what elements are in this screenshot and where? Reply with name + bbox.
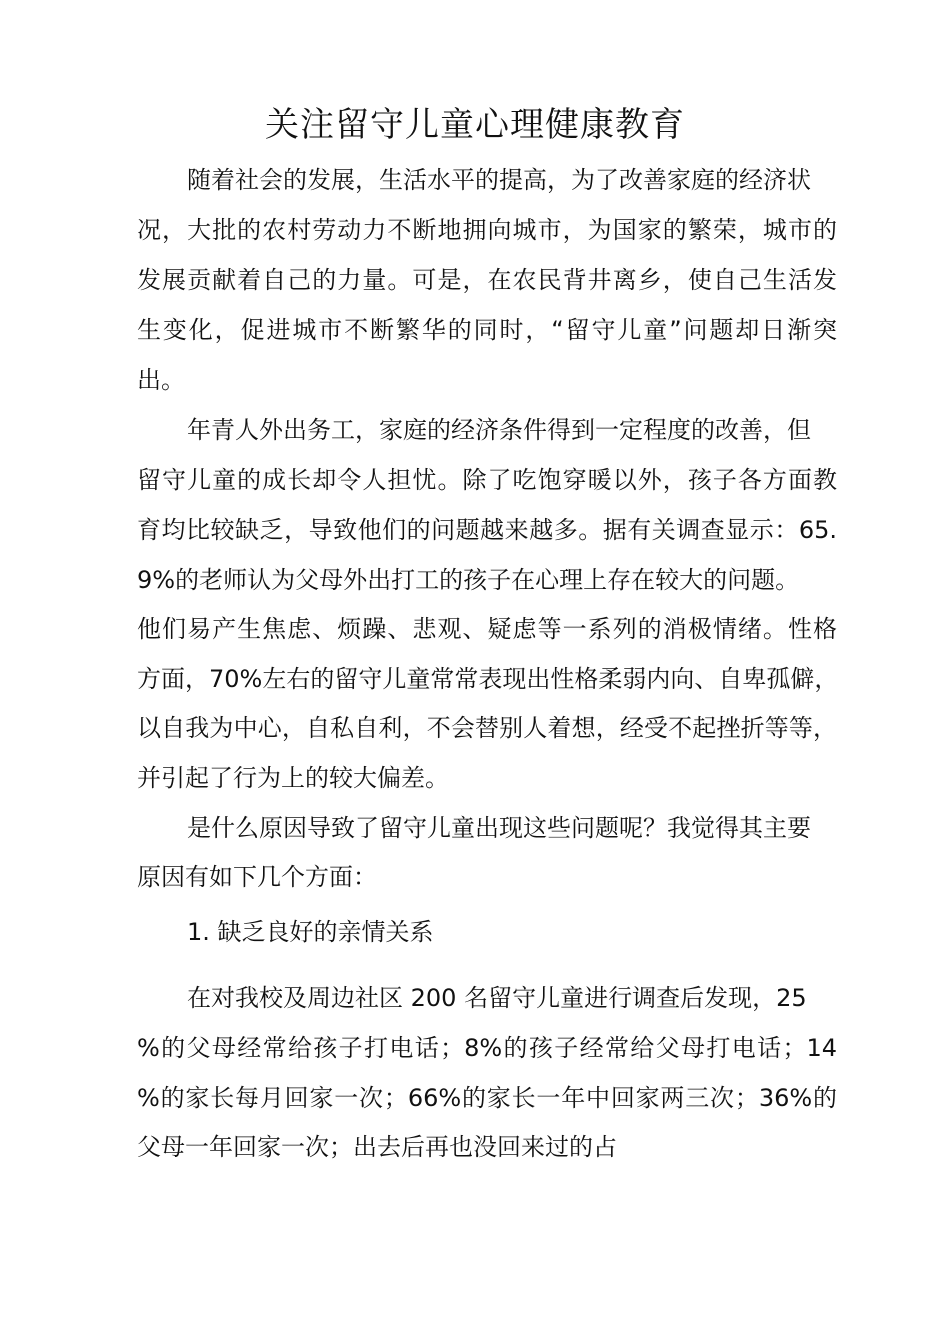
text-line: 并引起了行为上的较大偏差。 — [137, 764, 449, 792]
text-line: 在对我校及周边社区 200 名留守儿童进行调查后发现，25 — [187, 984, 807, 1012]
text-line: 随着社会的发展，生活水平的提高，为了改善家庭的经济状 — [187, 166, 811, 194]
text-line: %的父母经常给孩子打电话；8%的孩子经常给父母打电话；14 — [137, 1034, 837, 1062]
document-title: 关注留守儿童心理健康教育 — [265, 105, 685, 145]
text-line: 原因有如下几个方面： — [137, 863, 377, 891]
text-line: 以自我为中心，自私自利，不会替别人着想，经受不起挫折等等， — [137, 714, 837, 742]
text-line: 是什么原因导致了留守儿童出现这些问题呢？我觉得其主要 — [187, 814, 811, 842]
text-line: 留守儿童的成长却令人担忧。除了吃饱穿暖以外，孩子各方面教 — [137, 466, 837, 494]
text-line: 出。 — [137, 366, 185, 394]
text-line: 9%的老师认为父母外出打工的孩子在心理上存在较大的问题。 — [137, 566, 800, 594]
text-line: 年青人外出务工，家庭的经济条件得到一定程度的改善，但 — [187, 416, 811, 444]
text-line: 生变化，促进城市不断繁华的同时，“留守儿童”问题却日渐突 — [137, 316, 837, 344]
text-line: 方面，70%左右的留守儿童常常表现出性格柔弱内向、自卑孤僻， — [137, 665, 839, 693]
section-heading: 1. 缺乏良好的亲情关系 — [187, 918, 434, 946]
text-line: 育均比较缺乏，导致他们的问题越来越多。据有关调查显示：65. — [137, 516, 837, 544]
text-line: 发展贡献着自己的力量。可是，在农民背井离乡，使自己生活发 — [137, 266, 837, 294]
text-line: 他们易产生焦虑、烦躁、悲观、疑虑等一系列的消极情绪。性格 — [137, 615, 837, 643]
text-line: 况，大批的农村劳动力不断地拥向城市，为国家的繁荣，城市的 — [137, 216, 837, 244]
text-line: 父母一年回家一次；出去后再也没回来过的占 — [137, 1133, 617, 1161]
text-line: %的家长每月回家一次；66%的家长一年中回家两三次；36%的 — [137, 1084, 837, 1112]
